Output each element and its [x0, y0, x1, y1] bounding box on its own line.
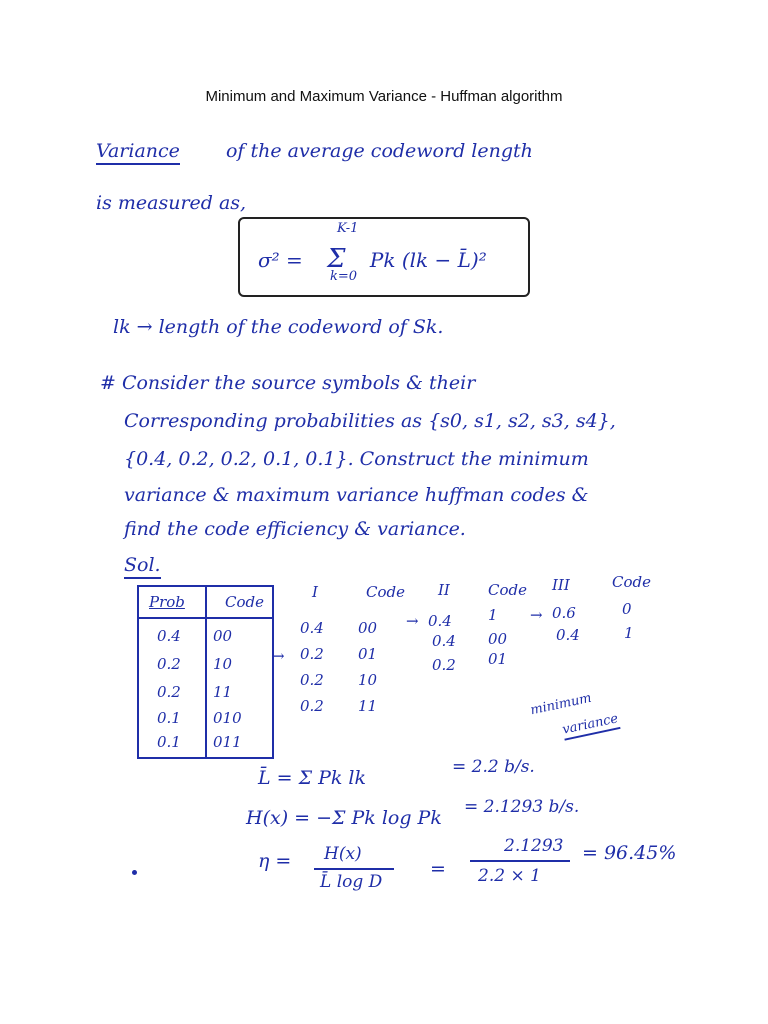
intro-line-2: is measured as,	[96, 192, 247, 214]
note-minimum: minimum	[529, 690, 593, 719]
efficiency-numerator-value: 2.1293	[504, 836, 564, 856]
stage-3-code-1: 1	[624, 624, 634, 642]
stage-2-code-1: 00	[488, 630, 508, 648]
table-prob-2: 0.2	[157, 683, 181, 701]
problem-line-4: variance & maximum variance huffman codes &	[124, 484, 589, 506]
stage-2-prob-1: 0.4	[432, 632, 456, 650]
stage-1-prob-2: 0.2	[300, 671, 324, 689]
stage-1-prob-3: 0.2	[300, 697, 324, 715]
stage-2-code-0: 1	[488, 606, 498, 624]
variance-word: Variance	[96, 140, 180, 165]
table-code-4: 011	[213, 733, 242, 751]
formula-lhs: σ² =	[258, 248, 303, 272]
stray-ink-dot	[132, 870, 137, 875]
sigma-symbol: Σ	[327, 244, 346, 274]
problem-line-2: Corresponding probabilities as {s0, s1, s2, s3, s4},	[124, 410, 616, 432]
efficiency-result: = 96.45%	[582, 842, 677, 864]
stage-3-code-0: 0	[622, 600, 632, 618]
stage-1-header-index: I	[312, 583, 318, 601]
entropy-lhs: H(x) = −Σ Pk log Pk	[246, 807, 442, 829]
stage-2-prob-2: 0.2	[432, 656, 456, 674]
table-code-1: 10	[213, 655, 233, 673]
average-length-rhs: = 2.2 b/s.	[452, 757, 535, 777]
solution-label	[124, 554, 161, 576]
stage-3-header-code: Code	[612, 573, 651, 591]
table-header-divider	[139, 617, 272, 619]
table-prob-0: 0.4	[157, 627, 181, 645]
table-prob-3: 0.1	[157, 709, 181, 727]
table-code-3: 010	[213, 709, 242, 727]
problem-line-1: # Consider the source symbols & their	[100, 372, 476, 394]
variance-formula-box	[238, 217, 530, 297]
stage-1-code-0: 00	[358, 619, 378, 637]
problem-line-3: {0.4, 0.2, 0.2, 0.1, 0.1}. Construct the minimum	[124, 448, 589, 470]
problem-line-5: find the code efficiency & variance.	[124, 518, 466, 540]
stage-2-code-2: 01	[488, 650, 508, 668]
arrow-to-stage-1: →	[272, 647, 285, 665]
note-variance	[561, 711, 619, 737]
formula	[258, 244, 487, 274]
huffman-code-table	[137, 585, 274, 759]
table-header-code: Code	[225, 593, 264, 611]
page-title: Minimum and Maximum Variance - Huffman algorithm	[205, 88, 563, 105]
table-column-divider	[205, 587, 207, 757]
intro-line-1	[96, 140, 533, 162]
efficiency-equals: =	[430, 858, 446, 880]
stage-1-header-code: Code	[366, 583, 405, 601]
table-code-2: 11	[213, 683, 233, 701]
table-prob-1: 0.2	[157, 655, 181, 673]
stage-1-code-2: 10	[358, 671, 378, 689]
efficiency-value-fraction-bar	[470, 860, 570, 862]
arrow-to-stage-2: →	[406, 612, 419, 630]
sigma-lower-limit: k=0	[330, 269, 358, 284]
stage-1-prob-1: 0.2	[300, 645, 324, 663]
definition-line: lk → length of the codeword of Sk.	[113, 316, 444, 338]
table-header-prob: Prob	[149, 593, 185, 611]
stage-2-prob-0: 0.4	[428, 612, 452, 630]
efficiency-fraction-bar	[314, 868, 394, 870]
efficiency-numerator: H(x)	[324, 844, 362, 864]
stage-1-code-3: 11	[358, 697, 378, 715]
stage-1-prob-0: 0.4	[300, 619, 324, 637]
efficiency-denominator-value: 2.2 × 1	[478, 866, 541, 886]
sol-text: Sol.	[124, 554, 161, 579]
table-prob-4: 0.1	[157, 733, 181, 751]
sigma-upper-limit: K-1	[337, 221, 359, 236]
stage-3-header-index: III	[552, 576, 570, 594]
table-code-0: 00	[213, 627, 233, 645]
stage-2-header-code: Code	[488, 581, 527, 599]
formula-term: Pk (lk − L̄)²	[369, 248, 487, 272]
intro-line-1-rest: of the average codeword length	[225, 140, 533, 162]
average-length-lhs: L̄ = Σ Pk lk	[258, 767, 367, 789]
stage-2-header-index: II	[438, 581, 450, 599]
arrow-to-stage-3: →	[530, 606, 543, 624]
stage-3-prob-1: 0.4	[556, 626, 580, 644]
note-variance-text: variance	[561, 711, 620, 740]
efficiency-lhs: η =	[258, 850, 292, 872]
efficiency-denominator: L̄ log D	[320, 872, 383, 892]
entropy-rhs: = 2.1293 b/s.	[464, 797, 580, 817]
stage-1-code-1: 01	[358, 645, 378, 663]
stage-3-prob-0: 0.6	[552, 604, 576, 622]
